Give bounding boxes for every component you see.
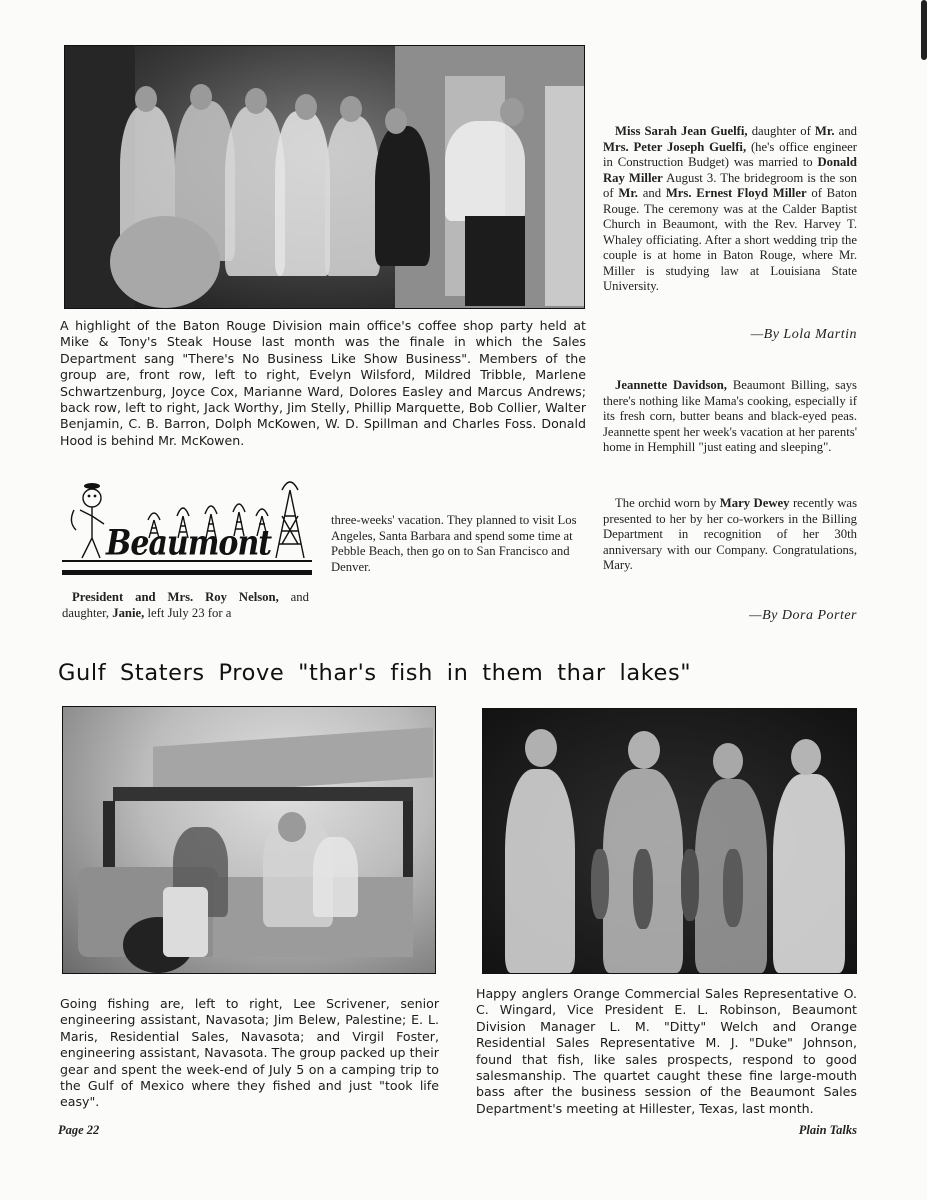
binder-mark (921, 0, 927, 60)
page-number: Page 22 (58, 1123, 100, 1137)
fishing-headline: Gulf Staters Prove "thar's fish in them thar lakes" (58, 660, 692, 686)
party-photo-caption: A highlight of the Baton Rouge Division main office's coffee shop party held at Mike & Tony's Steak House last month was the finale in which the Sales Department sang "There's No Business Like Show Business". Members of the group are, front row, left to right, Evelyn Wilsford, Mildred Tribble, Marlene Schwartzenburg, Joyce Cox, Marianne Ward, Dolores Easley and Marcus Andrews; back row, left to right, Jack Worthy, Jim Stelly, Phillip Marquette, Bob Collier, Walter Benjamin, C. B. Barron, Dolph McKowen, W. D. Spillman and Charles Foss. Donald Hood is behind Mr. McKowen. (60, 318, 586, 448)
beaumont-logo-text: Beaumont (106, 523, 272, 564)
byline-lola-martin: —By Lola Martin (750, 327, 857, 342)
wedding-announcement: Miss Sarah Jean Guelfi, daughter of Mr. and Mrs. Peter Joseph Guelfi, (he's office engineer in Construction Budget) was married to Donald Ray Miller August 3. The bridegroom is the son of Mr. and Mrs. Ernest Floyd Miller of Baton Rouge. The ceremony was at the Calder Baptist Church in Beaumont, with the Rev. Harvey T. Whaley officiating. After a short wedding trip the couple is at home in Baton Rouge, where Mr. Miller is studying law at Louisiana State University. (603, 124, 858, 293)
camping-photo-caption: Going fishing are, left to right, Lee Scrivener, senior engineering assistant, Navasota; Jim Belew, Palestine; E. L. Maris, Residential Sales, Navasota; and Virgil Foster, engineering assistant, Navasota. The group packed up their gear and spent the week-end of July 5 on a camping trip to the Gulf of Mexico where they fished and just "took life easy". (60, 996, 439, 1110)
anglers-photo-caption: Happy anglers Orange Commercial Sales Representative O. C. Wingard, Vice President E. L. Robinson, Beaumont Division Manager L. M. "Ditty" Welch and Orange Residential Sales Representative M. J. "Duke" Johnson, found that fish, like sales prospects, respond to good salesmanship. The quartet caught these fine large-mouth bass after the business session of the Beaumont Sales Department's meeting at Hillester, Texas, last month. (476, 986, 857, 1116)
orchid-note: The orchid worn by Mary Dewey recently was presented to her by her co-workers in the Billing Department in recognition of her 30th anniversary with our Company. Congratulations, Mary. (603, 496, 858, 572)
jeannette-note: Jeannette Davidson, Beaumont Billing, says there's nothing like Mama's cooking, especially if its fresh corn, butter beans and black-eyed peas. Jeannette spent her week's vacation at her parents' home in Hemphill "just eating and sleeping". (603, 378, 857, 454)
nelson-vacation-part2: three-weeks' vacation. They planned to visit Los Angeles, Santa Barbara and spend some time at Pebble Beach, then go on to San Francisco and Denver. (331, 513, 577, 574)
publication-name: Plain Talks (798, 1123, 857, 1137)
nelson-vacation-part1: President and Mrs. Roy Nelson, and daughter, Janie, left July 23 for a (62, 590, 309, 620)
party-photo (64, 45, 585, 309)
anglers-photo (482, 708, 857, 974)
byline-dora-porter: —By Dora Porter (749, 608, 857, 623)
camping-jeep-photo (62, 706, 436, 974)
beaumont-logo (62, 476, 312, 582)
